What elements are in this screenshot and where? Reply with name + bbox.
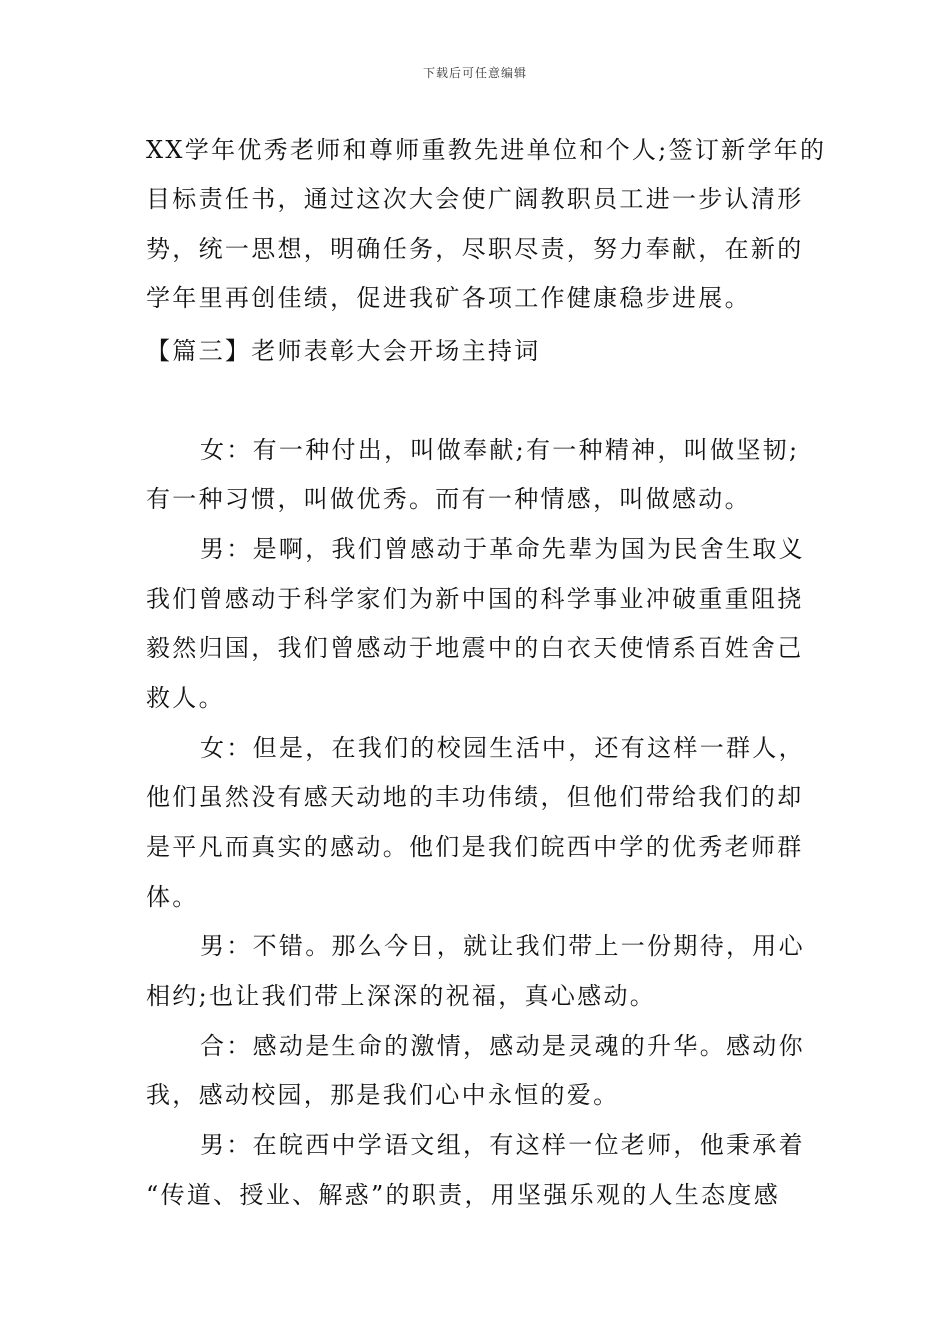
dialogue-line: 我们曾感动于科学家们为新中国的科学事业冲破重重阻挠 xyxy=(146,585,804,613)
dialogue-line: 相约;也让我们带上深深的祝福，真心感动。 xyxy=(146,982,657,1010)
dialogue-line: 我，感动校园，那是我们心中永恒的爱。 xyxy=(146,1081,620,1109)
paragraph-line: 目标责任书，通过这次大会使广阔教职员工进一步认清形 xyxy=(146,185,804,213)
dialogue-line: 男：在皖西中学语文组，有这样一位老师，他秉承着 xyxy=(200,1131,805,1159)
dialogue-line: “传道、授业、解惑”的职责，用坚强乐观的人生态度感 xyxy=(146,1181,781,1209)
dialogue-line: 是平凡而真实的感动。他们是我们皖西中学的优秀老师群 xyxy=(146,833,804,861)
dialogue-line: 体。 xyxy=(146,883,199,911)
dialogue-line: 女：但是，在我们的校园生活中，还有这样一群人， xyxy=(200,734,805,762)
section-heading: 【篇三】老师表彰大会开场主持词 xyxy=(146,337,541,365)
dialogue-line: 合：感动是生命的激情，感动是灵魂的升华。感动你 xyxy=(200,1032,805,1060)
dialogue-line: 他们虽然没有感天动地的丰功伟绩，但他们带给我们的却 xyxy=(146,783,804,811)
dialogue-line: 女：有一种付出，叫做奉献;有一种精神，叫做坚韧; xyxy=(200,436,800,464)
dialogue-line: 男：是啊，我们曾感动于革命先辈为国为民舍生取义 xyxy=(200,535,805,563)
paragraph-line: 学年里再创佳绩，促进我矿各项工作健康稳步进展。 xyxy=(146,284,751,312)
dialogue-line: 毅然归国，我们曾感动于地震中的白衣天使情系百姓舍己 xyxy=(146,634,804,662)
dialogue-line: 有一种习惯，叫做优秀。而有一种情感，叫做感动。 xyxy=(146,485,751,513)
dialogue-line: 男：不错。那么今日，就让我们带上一份期待，用心 xyxy=(200,932,805,960)
page-header: 下载后可任意编辑 xyxy=(422,66,527,80)
paragraph-line: XX学年优秀老师和尊师重教先进单位和个人;签订新学年的 xyxy=(146,136,827,164)
paragraph-line: 势，统一思想，明确任务，尽职尽责，努力奉献，在新的 xyxy=(146,235,804,263)
dialogue-line: 救人。 xyxy=(146,684,225,712)
